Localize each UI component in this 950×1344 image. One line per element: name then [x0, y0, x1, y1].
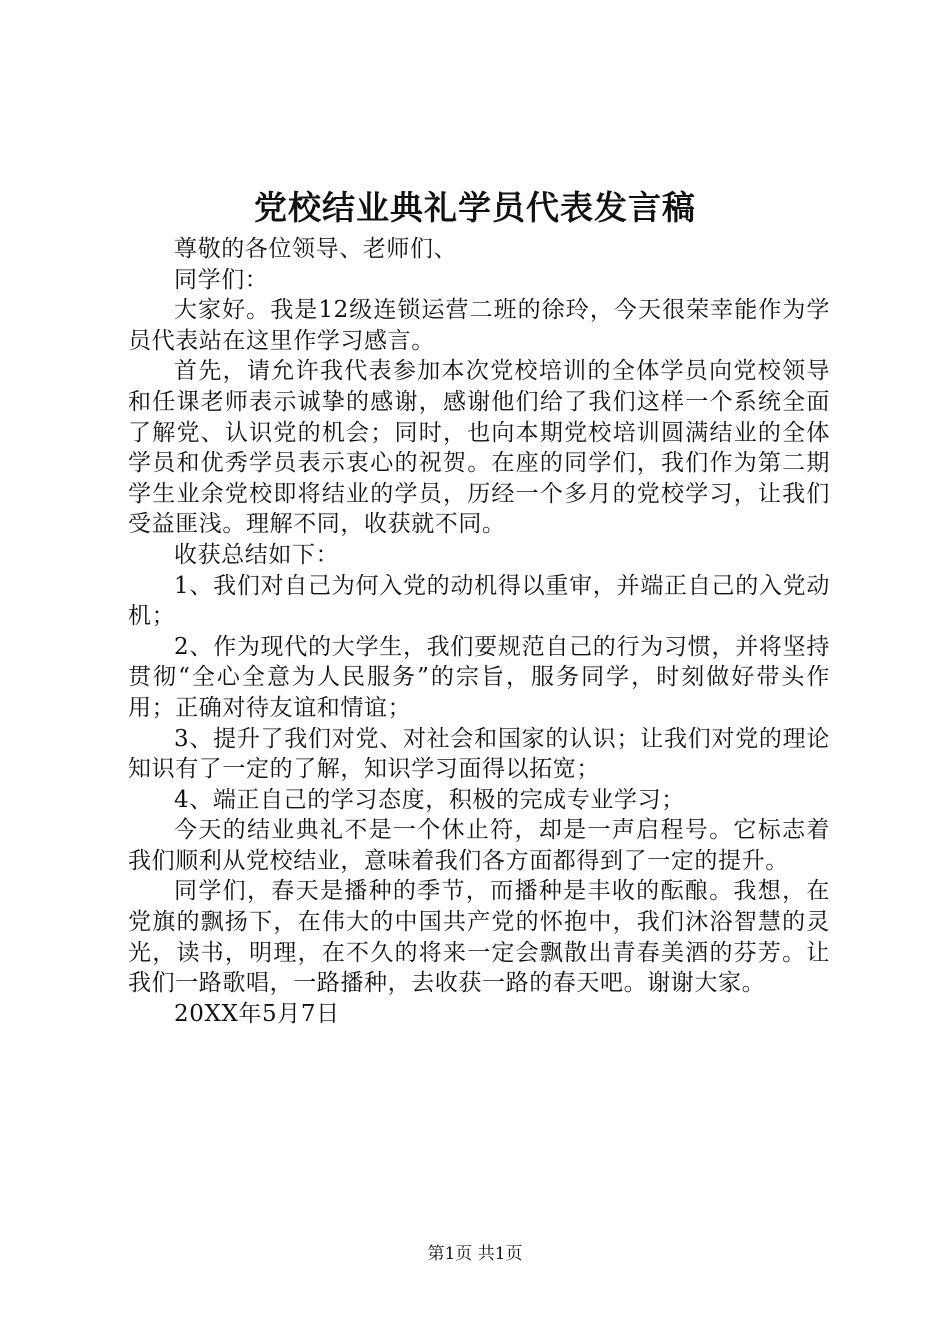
paragraph-ceremony: 今天的结业典礼不是一个休止符，却是一声启程号。它标志着我们顺利从党校结业，意味着我们各方面都得到了一定的提升。: [128, 817, 830, 874]
paragraph-summary-heading: 收获总结如下：: [174, 541, 340, 568]
paragraph-point-1: 1、我们对自己为何入党的动机得以重审，并端正自己的入党动机；: [128, 572, 830, 630]
salutation-line-1: 尊敬的各位领导、老师们、: [174, 236, 458, 262]
paragraph-point-4: 4、端正自己的学习态度，积极的完成专业学习；: [174, 786, 685, 813]
paragraph-point-3: 3、提升了我们对党、对社会和国家的认识；让我们对党的理论知识有了一定的了解，知识学习面得以拓宽；: [128, 725, 830, 783]
paragraph-introduction: 大家好。我是12级连锁运营二班的徐玲，今天很荣幸能作为学员代表站在这里作学习感言。: [128, 297, 830, 354]
document-date: 20XX年5月7日: [174, 1000, 340, 1027]
document-body: [128, 234, 830, 1029]
page-number-footer: 第1页 共1页: [427, 1244, 523, 1264]
paragraph-point-2: 2、作为现代的大学生，我们要规范自己的行为习惯，并将坚持贯彻“全心全意为人民服务”的宗旨，服务同学，时刻做好带头作用；正确对待友谊和情谊；: [128, 633, 830, 721]
document-title: 党校结业典礼学员代表发言稿: [254, 188, 696, 227]
salutation-line-2: 同学们：: [174, 266, 269, 293]
paragraph-thanks: 首先，请允许我代表参加本次党校培训的全体学员向党校领导和任课老师表示诚挚的感谢，感谢他们给了我们这样一个系统全面了解党、认识党的机会；同时，也向本期党校培训圆满结业的全体学员和优秀学员表示衷心的祝贺。在座的同学们，我们作为第二期学生业余党校即将结业的学员，历经一个多月的党校学习，让我们受益匪浅。理解不同，收获就不同。: [128, 358, 830, 538]
paragraph-closing: 同学们，春天是播种的季节，而播种是丰收的酝酿。我想，在党旗的飘扬下，在伟大的中国共产党的怀抱中，我们沐浴智慧的灵光，读书，明理，在不久的将来一定会飘散出青春美酒的芬芳。让我们一路歌唱，一路播种，去收获一路的春天吧。谢谢大家。: [128, 878, 830, 997]
